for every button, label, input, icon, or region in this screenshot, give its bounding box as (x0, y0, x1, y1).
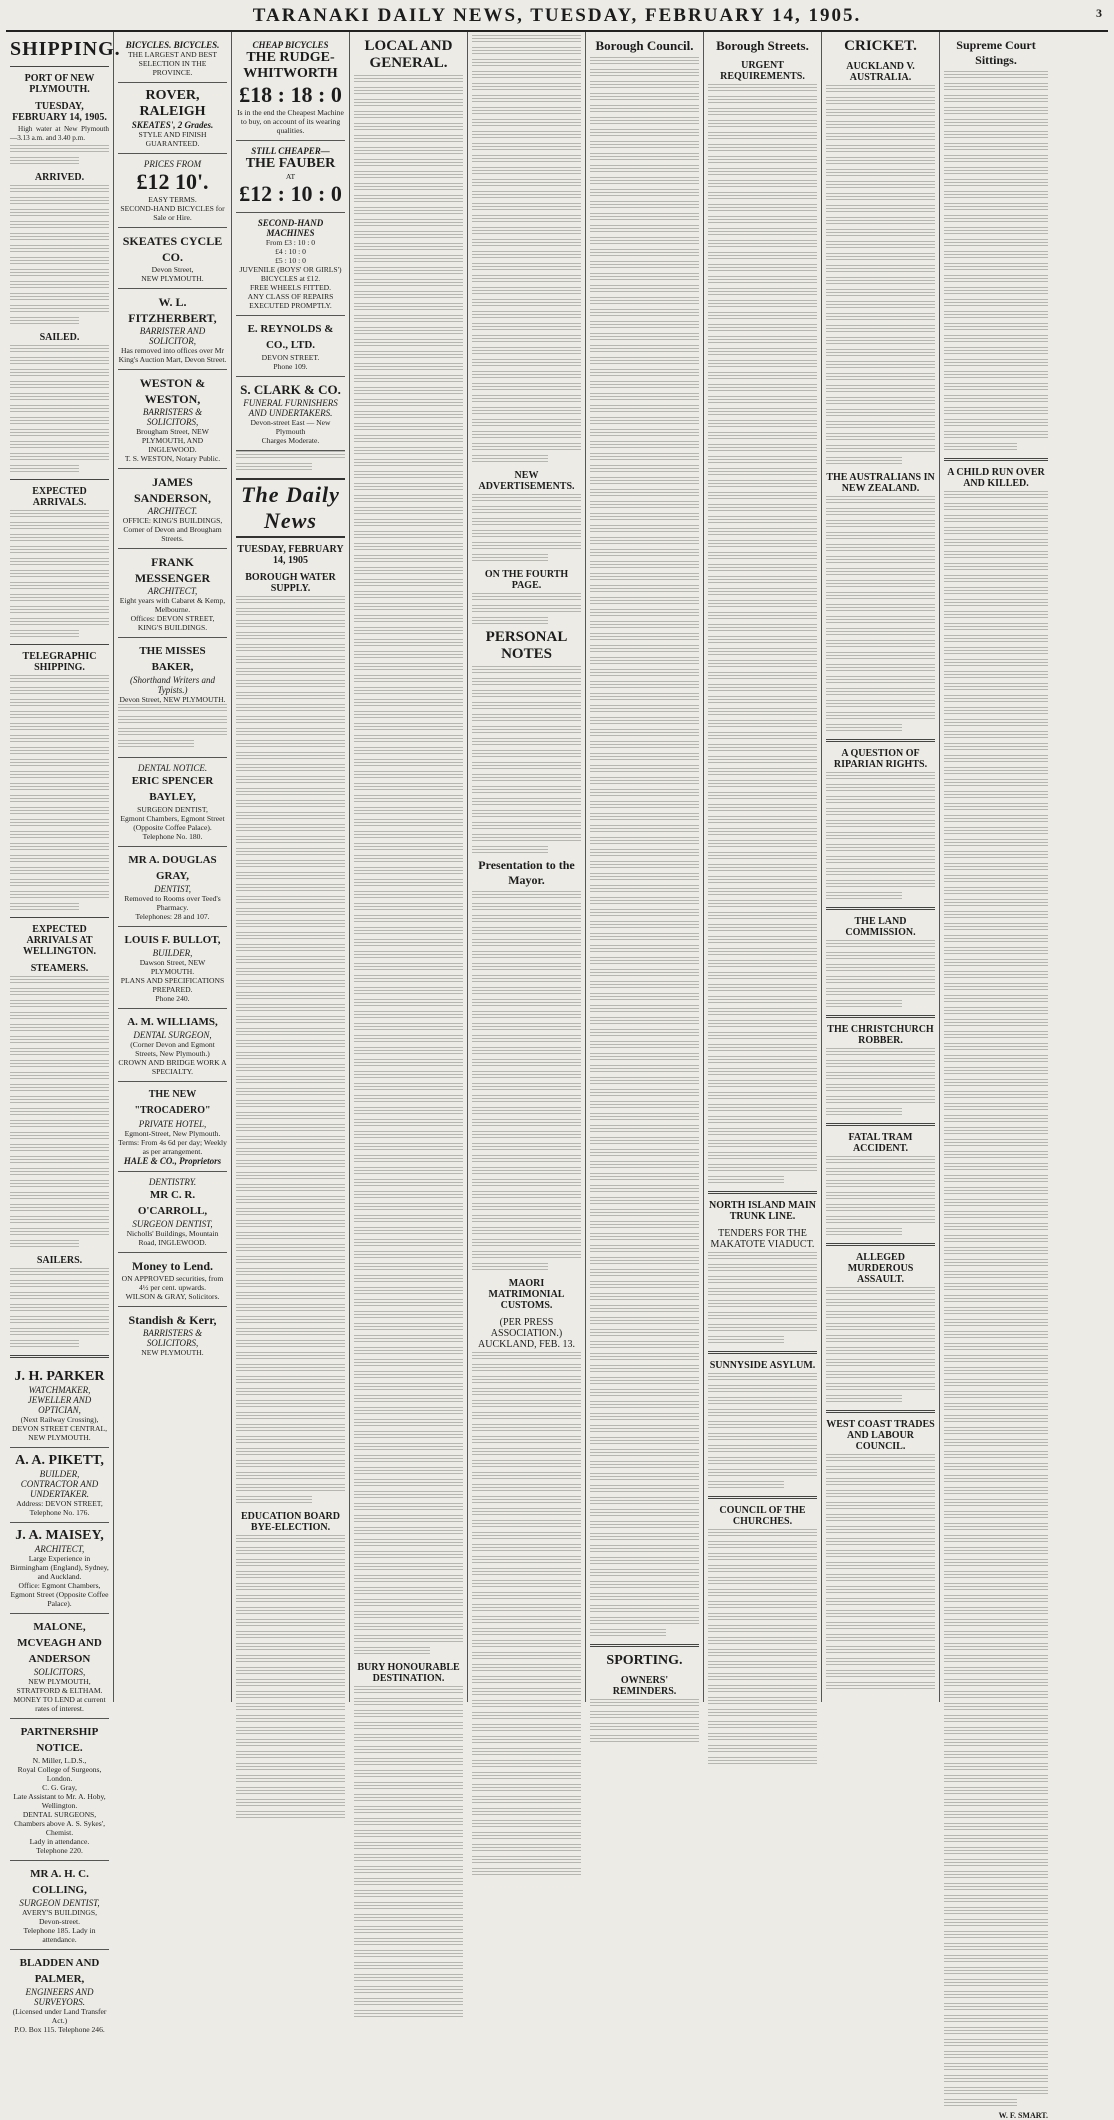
expected-heading: EXPECTED ARRIVALS. (32, 486, 87, 509)
ad-bicycles: BICYCLES. BICYCLES. THE LARGEST AND BEST SELECTION IN THE PROVINCE. (118, 35, 227, 83)
urgent-heading: URGENT REQUIREMENTS. (720, 60, 805, 82)
ad-messenger: FRANK MESSENGER ARCHITECT, Eight years with Cabaret & Kemp, Melbourne. Offices: DEVON STREET, KING'S BUILDINGS. (118, 549, 227, 638)
ad-maisey: J. A. MAISEY, ARCHITECT, Large Experience in Birmingham (England), Sydney, and Auckland. Office: Egmont Chambers, Egmont Street (Opposite Coffee Palace). (10, 1523, 109, 1614)
ad-standish: Standish & Kerr, BARRISTERS & SOLICITORS, NEW PLYMOUTH. (128, 1313, 217, 1357)
steamers-heading: STEAMERS. (30, 963, 89, 975)
court-heading: Supreme Court Sittings. (956, 38, 1036, 67)
paper-date: TUESDAY, FEBRUARY 14, 1905 (237, 544, 344, 566)
streets-heading: Borough Streets. (716, 38, 809, 53)
tides-text: High water at New Plymouth—3.13 a.m. and 3.40 p.m. (10, 125, 109, 142)
cricket-heading: CRICKET. (844, 38, 917, 54)
wellington-heading: EXPECTED ARRIVALS AT WELLINGTON. (23, 924, 96, 958)
ad-fitzherbert: W. L. FITZHERBERT, BARRISTER AND SOLICITOR, Has removed into offices over Mr King's Auction Mart, Devon Street. (118, 289, 227, 370)
ad-second-hand: SECOND-HAND MACHINES From £3 : 10 : 0 £4 : 10 : 0 £5 : 10 : 0 JUVENILE (BOYS' OR GIRLS') BICYCLES at £12. FREE WHEELS FITTED. ANY CLASS OF REPAIRS EXECUTED PROMPTLY. (236, 213, 345, 316)
editorial-heading: BOROUGH WATER SUPPLY. (245, 572, 336, 594)
tour-heading: THE AUSTRALIANS IN NEW ZEALAND. (826, 472, 935, 494)
land-heading: THE LAND COMMISSION. (845, 916, 916, 938)
owners-heading: OWNERS' REMINDERS. (612, 1675, 677, 1697)
column-cricket (822, 32, 940, 1702)
date-line: TUESDAY, FEBRUARY 14, 1905. (12, 101, 107, 123)
maori-heading: MAORI MATRIMONIAL CUSTOMS. (488, 1278, 565, 1311)
ad-skeates: SKEATES CYCLE CO. Devon Street, NEW PLYMOUTH. (118, 228, 227, 289)
trunk-heading: NORTH ISLAND MAIN TRUNK LINE. (709, 1200, 816, 1222)
ad-price: PRICES FROM £12 10'. EASY TERMS. SECOND-HAND BICYCLES for Sale or Hire. (118, 154, 227, 228)
child-heading: A CHILD RUN OVER AND KILLED. (947, 467, 1045, 489)
paper-title: The Daily News (236, 478, 345, 538)
presentation-heading: Presentation to the Mayor. (478, 858, 575, 887)
council-heading: Borough Council. (595, 38, 694, 53)
column-local-general (350, 32, 468, 1702)
ad-bladden: BLADDEN AND PALMER, ENGINEERS AND SURVEYORS. (Licensed under Land Transfer Act.) P.O. Box 115. Telephone 246. (12, 1957, 107, 2035)
education-heading: EDUCATION BOARD BYE-ELECTION. (241, 1511, 340, 1533)
maori-dateline: (PER PRESS ASSOCIATION.) AUCKLAND, FEB. 13. (478, 1317, 575, 1350)
masthead-title: TARANAKI DAILY NEWS, TUESDAY, FEBRUARY 14, 1905. (252, 5, 862, 26)
column-shipping (6, 32, 121, 2035)
ad-fauber: STILL CHEAPER— THE FAUBER AT £12 : 10 : 0 (236, 141, 345, 213)
new-ads-heading: NEW ADVERTISEMENTS. (478, 470, 575, 492)
shipping-heading: SHIPPING. (10, 38, 121, 60)
ad-parker: J. H. PARKER WATCHMAKER, JEWELLER AND OPTICIAN, (Next Railway Crossing), DEVON STREET CENTRAL, NEW PLYMOUTH. (10, 1364, 109, 1448)
column-personal (468, 32, 586, 1702)
ad-rover: ROVER, RALEIGH SKEATES', 2 Grades. STYLE AND FINISH GUARANTEED. (118, 83, 227, 154)
christchurch-heading: THE CHRISTCHURCH ROBBER. (827, 1024, 934, 1046)
ad-bullot: LOUIS F. BULLOT, BUILDER, Dawson Street, NEW PLYMOUTH. PLANS AND SPECIFICATIONS PREPARED. Phone 240. (118, 927, 227, 1009)
page-number: 3 (1096, 6, 1104, 20)
ad-rudge: CHEAP BICYCLES THE RUDGE-WHITWORTH £18 : 18 : 0 Is in the end the Cheapest Machine to buy, on account of its wearing qualities. (236, 35, 345, 141)
masthead (6, 2, 1108, 32)
signature: W. F. SMART. (998, 2111, 1048, 2120)
telegraphic-heading: TELEGRAPHIC SHIPPING. (22, 651, 97, 674)
sporting-heading: SPORTING. (606, 1653, 683, 1668)
local-general-heading: LOCAL AND GENERAL. (364, 38, 453, 71)
sailed-heading: SAILED. (39, 332, 80, 344)
ad-misses-baker: THE MISSES BAKER, (Shorthand Writers and Typists.) Devon Street, NEW PLYMOUTH. (118, 638, 227, 758)
ad-pikett: A. A. PIKETT, BUILDER, CONTRACTOR AND UNDERTAKER. Address: DEVON STREET, Telephone No. 176. (10, 1448, 109, 1523)
ad-sanderson: JAMES SANDERSON, ARCHITECT. OFFICE: KING'S BUILDINGS, Corner of Devon and Brougham Streets. (118, 469, 227, 549)
riparian-heading: A QUESTION OF RIPARIAN RIGHTS. (833, 748, 928, 770)
ad-bayley: DENTAL NOTICE. ERIC SPENCER BAYLEY, SURGEON DENTIST, Egmont Chambers, Egmont Street (Opposite Coffee Palace). Telephone No. 180. (118, 758, 227, 847)
ad-partnership: PARTNERSHIP NOTICE. N. Miller, L.D.S., Royal College of Surgeons, London. C. G. Gray, Late Assistant to Mr. A. Hoby, Wellington. DENTAL SURGEONS, Chambers above A. S. Sykes', Chemist. Lady in attendance. Telephone 220. (10, 1719, 109, 1861)
assault-heading: ALLEGED MURDEROUS ASSAULT. (847, 1252, 914, 1285)
columns (6, 32, 1108, 2120)
council-churches-heading: COUNCIL OF THE CHURCHES. (719, 1505, 806, 1527)
viaduct-heading: TENDERS FOR THE MAKATOTE VIADUCT. (710, 1228, 815, 1250)
fourth-page-heading: ON THE FOURTH PAGE. (484, 569, 569, 591)
column-ads-2 (232, 32, 350, 1702)
ad-reynolds: E. REYNOLDS & CO., LTD. DEVON STREET. Phone 109. (236, 316, 345, 377)
ad-weston: WESTON & WESTON, BARRISTERS & SOLICITORS, Brougham Street, NEW PLYMOUTH, AND INGLEWOOD. T. S. WESTON, Notary Public. (118, 370, 227, 469)
cricket-sub: AUCKLAND V. AUSTRALIA. (846, 61, 915, 83)
column-court (940, 32, 1052, 2120)
ad-williams: A. M. WILLIAMS, DENTAL SURGEON, (Corner Devon and Egmont Streets, New Plymouth.) CROWN AND BRIDGE WORK A SPECIALTY. (118, 1009, 227, 1082)
personal-heading: PERSONAL NOTES (485, 629, 568, 662)
column-council (586, 32, 704, 1702)
ad-money: Money to Lend. ON APPROVED securities, from 4½ per cent. upwards. WILSON & GRAY, Solicitors. (118, 1253, 227, 1307)
bury-heading: BURY HONOURABLE DESTINATION. (357, 1662, 460, 1684)
ad-colling: MR A. H. C. COLLING, SURGEON DENTIST, AVERY'S BUILDINGS, Devon-street. Telephone 185. Lady in attendance. (10, 1861, 109, 1950)
ad-malone: MALONE, MCVEAGH AND ANDERSON SOLICITORS, NEW PLYMOUTH, STRATFORD & ELTHAM. MONEY TO LEND at current rates of interest. (10, 1614, 109, 1719)
asylum-heading: SUNNYSIDE ASYLUM. (709, 1360, 816, 1371)
arrived-heading: ARRIVED. (34, 172, 85, 184)
port-heading: PORT OF NEW PLYMOUTH. (24, 73, 95, 95)
ad-clark: S. CLARK & CO. FUNERAL FURNISHERS AND UNDERTAKERS. Devon-street East — New Plymouth Charges Moderate. (236, 377, 345, 451)
tram-heading: FATAL TRAM ACCIDENT. (848, 1132, 913, 1154)
ad-douglas-gray: MR A. DOUGLAS GRAY, DENTIST, Removed to Rooms over Teed's Pharmacy. Telephones: 28 and 107. (118, 847, 227, 927)
column-streets (704, 32, 822, 1702)
column-ads-1 (114, 32, 232, 1702)
ad-ocarroll: DENTISTRY. MR C. R. O'CARROLL, SURGEON DENTIST, Nicholls' Buildings, Mountain Road, INGLEWOOD. (118, 1172, 227, 1253)
westcoast-heading: WEST COAST TRADES AND LABOUR COUNCIL. (826, 1419, 935, 1452)
sailers-heading: SAILERS. (36, 1255, 83, 1267)
ad-trocadero: THE NEW "TROCADERO" PRIVATE HOTEL, Egmont-Street, New Plymouth. Terms: From 4s 6d per day; Weekly as per arrangement. HALE & CO., Proprietors (118, 1082, 227, 1172)
